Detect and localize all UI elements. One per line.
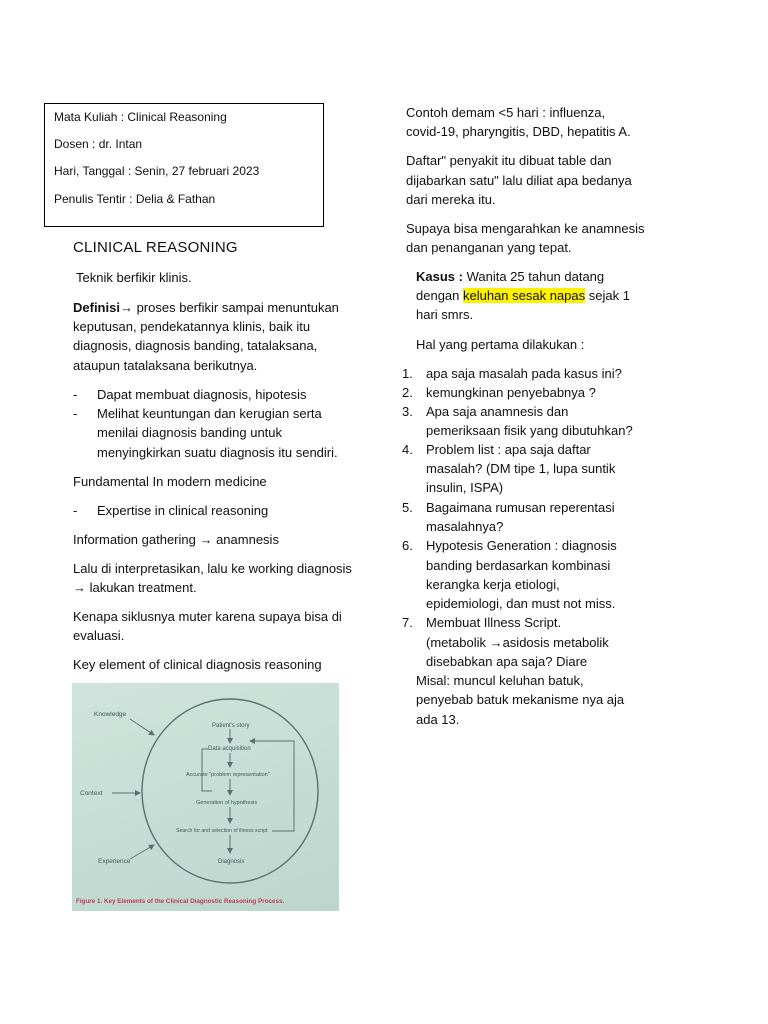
lecturer: Dosen : dr. Intan: [54, 137, 143, 151]
list-item: Hypotesis Generation : diagnosis: [426, 538, 617, 553]
list-item: epidemiologi, dan must not miss.: [426, 596, 616, 611]
list-item: banding berdasarkan kombinasi: [426, 558, 611, 573]
list-number: 4.: [402, 442, 413, 457]
figure-caption: Figure 1. Key Elements of the Clinical Diagnostic Reasoning Process.: [76, 898, 285, 905]
highlighted-complaint: keluhan sesak napas: [463, 288, 586, 303]
list-item: insulin, ISPA): [426, 480, 504, 495]
list-item: disebabkan apa saja? Diare: [426, 654, 588, 669]
definisi-line-4: ataupun tatalaksana berikutnya.: [73, 358, 258, 373]
bullet-item: menyingkirkan suatu diagnosis itu sendiri.: [97, 445, 338, 460]
key-element-text: Key element of clinical diagnosis reasoning: [73, 657, 322, 672]
teknik-text: Teknik berfikir klinis.: [76, 270, 192, 285]
kasus-line-2: dengan keluhan sesak napas sejak 1: [416, 288, 630, 303]
kenapa-line-1: Kenapa siklusnya muter karena supaya bisa di: [73, 609, 342, 624]
kenapa-line-2: evaluasi.: [73, 628, 125, 643]
illness-script-label: Search for and selection of illness script: [176, 828, 268, 834]
definisi-label: Definisi: [73, 300, 120, 315]
clinical-reasoning-figure: [72, 683, 339, 911]
bullet-dash: -: [73, 387, 78, 402]
date: Hari, Tanggal : Senin, 27 februari 2023: [54, 164, 260, 178]
knowledge-label: Knowledge: [94, 711, 127, 718]
diagnosis-label: Diagnosis: [218, 859, 245, 865]
writers: Penulis Tentir : Delia & Fathan: [54, 192, 216, 206]
list-item: Apa saja anamnesis dan: [426, 404, 569, 419]
list-item: masalahnya?: [426, 519, 504, 534]
list-number: 3.: [402, 404, 413, 419]
list-number: 6.: [402, 538, 413, 553]
kasus-label: Kasus :: [416, 269, 463, 284]
supaya-line-1: Supaya bisa mengarahkan ke anamnesis: [406, 221, 645, 236]
definisi-line-2: keputusan, pendekatannya klinis, baik itu: [73, 319, 311, 334]
list-number: 2.: [402, 385, 413, 400]
list-item: (metabolik →asidosis metabolik: [426, 635, 609, 650]
bullet-item: Melihat keuntungan dan kerugian serta: [97, 406, 322, 421]
data-acquisition-label: Data acquisition: [208, 746, 251, 752]
lalu-line-2: → lakukan treatment.: [73, 580, 197, 595]
bullet-dash: -: [73, 503, 78, 518]
problem-representation-label: Accurate "problem representation": [186, 772, 270, 778]
course-name: Mata Kuliah : Clinical Reasoning: [54, 110, 227, 124]
bullet-item: Dapat membuat diagnosis, hipotesis: [97, 387, 307, 402]
contoh-line-2: covid-19, pharyngitis, DBD, hepatitis A.: [406, 124, 631, 139]
list-item: Membuat Illness Script.: [426, 615, 562, 630]
definisi-line-1: Definisi→ proses berfikir sampai menuntukan: [73, 300, 339, 315]
page-title: CLINICAL REASONING: [73, 239, 238, 256]
bullet-dash: -: [73, 406, 78, 421]
list-item: kemungkinan penyebabnya ?: [426, 385, 596, 400]
kasus-line-3: hari smrs.: [416, 307, 474, 322]
experience-label: Experience: [98, 858, 131, 865]
figure-diagram: [72, 683, 339, 911]
list-item: apa saja masalah pada kasus ini?: [426, 366, 622, 381]
info-gathering-text: Information gathering → anamnesis: [73, 532, 279, 547]
list-item: kerangka kerja etiologi,: [426, 577, 560, 592]
list-item: Problem list : apa saja daftar: [426, 442, 591, 457]
patients-story-label: Patient's story: [212, 723, 250, 729]
contoh-line-1: Contoh demam <5 hari : influenza,: [406, 105, 606, 120]
bullet-item: menilai diagnosis banding untuk: [97, 425, 283, 440]
hypothesis-label: Generation of hypothesis: [196, 800, 258, 806]
misal-line-2: penyebab batuk mekanisme nya aja: [416, 692, 625, 707]
list-item: pemeriksaan fisik yang dibutuhkan?: [426, 423, 633, 438]
list-item: masalah? (DM tipe 1, lupa suntik: [426, 461, 616, 476]
list-number: 5.: [402, 500, 413, 515]
course-info-box: [44, 103, 324, 227]
daftar-line-3: dari mereka itu.: [406, 192, 496, 207]
misal-line-1: Misal: muncul keluhan batuk,: [416, 673, 584, 688]
context-label: Context: [80, 790, 103, 797]
list-number: 1.: [402, 366, 413, 381]
hal-pertama-text: Hal yang pertama dilakukan :: [416, 337, 585, 352]
kasus-line-1: Kasus : Wanita 25 tahun datang: [416, 269, 605, 284]
list-number: 7.: [402, 615, 413, 630]
expertise-text: Expertise in clinical reasoning: [97, 503, 269, 518]
supaya-line-2: dan penanganan yang tepat.: [406, 240, 572, 255]
daftar-line-1: Daftar" penyakit itu dibuat table dan: [406, 153, 612, 168]
daftar-line-2: dijabarkan satu" lalu diliat apa bedanya: [406, 173, 632, 188]
arrow-icon: →: [119, 300, 133, 315]
misal-line-3: ada 13.: [416, 712, 460, 727]
lalu-line-1: Lalu di interpretasikan, lalu ke working diagnosis: [73, 561, 352, 576]
list-item: Bagaimana rumusan reperentasi: [426, 500, 615, 515]
definisi-line-3: diagnosis, diagnosis banding, tatalaksana,: [73, 338, 318, 353]
fundamental-text: Fundamental In modern medicine: [73, 474, 267, 489]
